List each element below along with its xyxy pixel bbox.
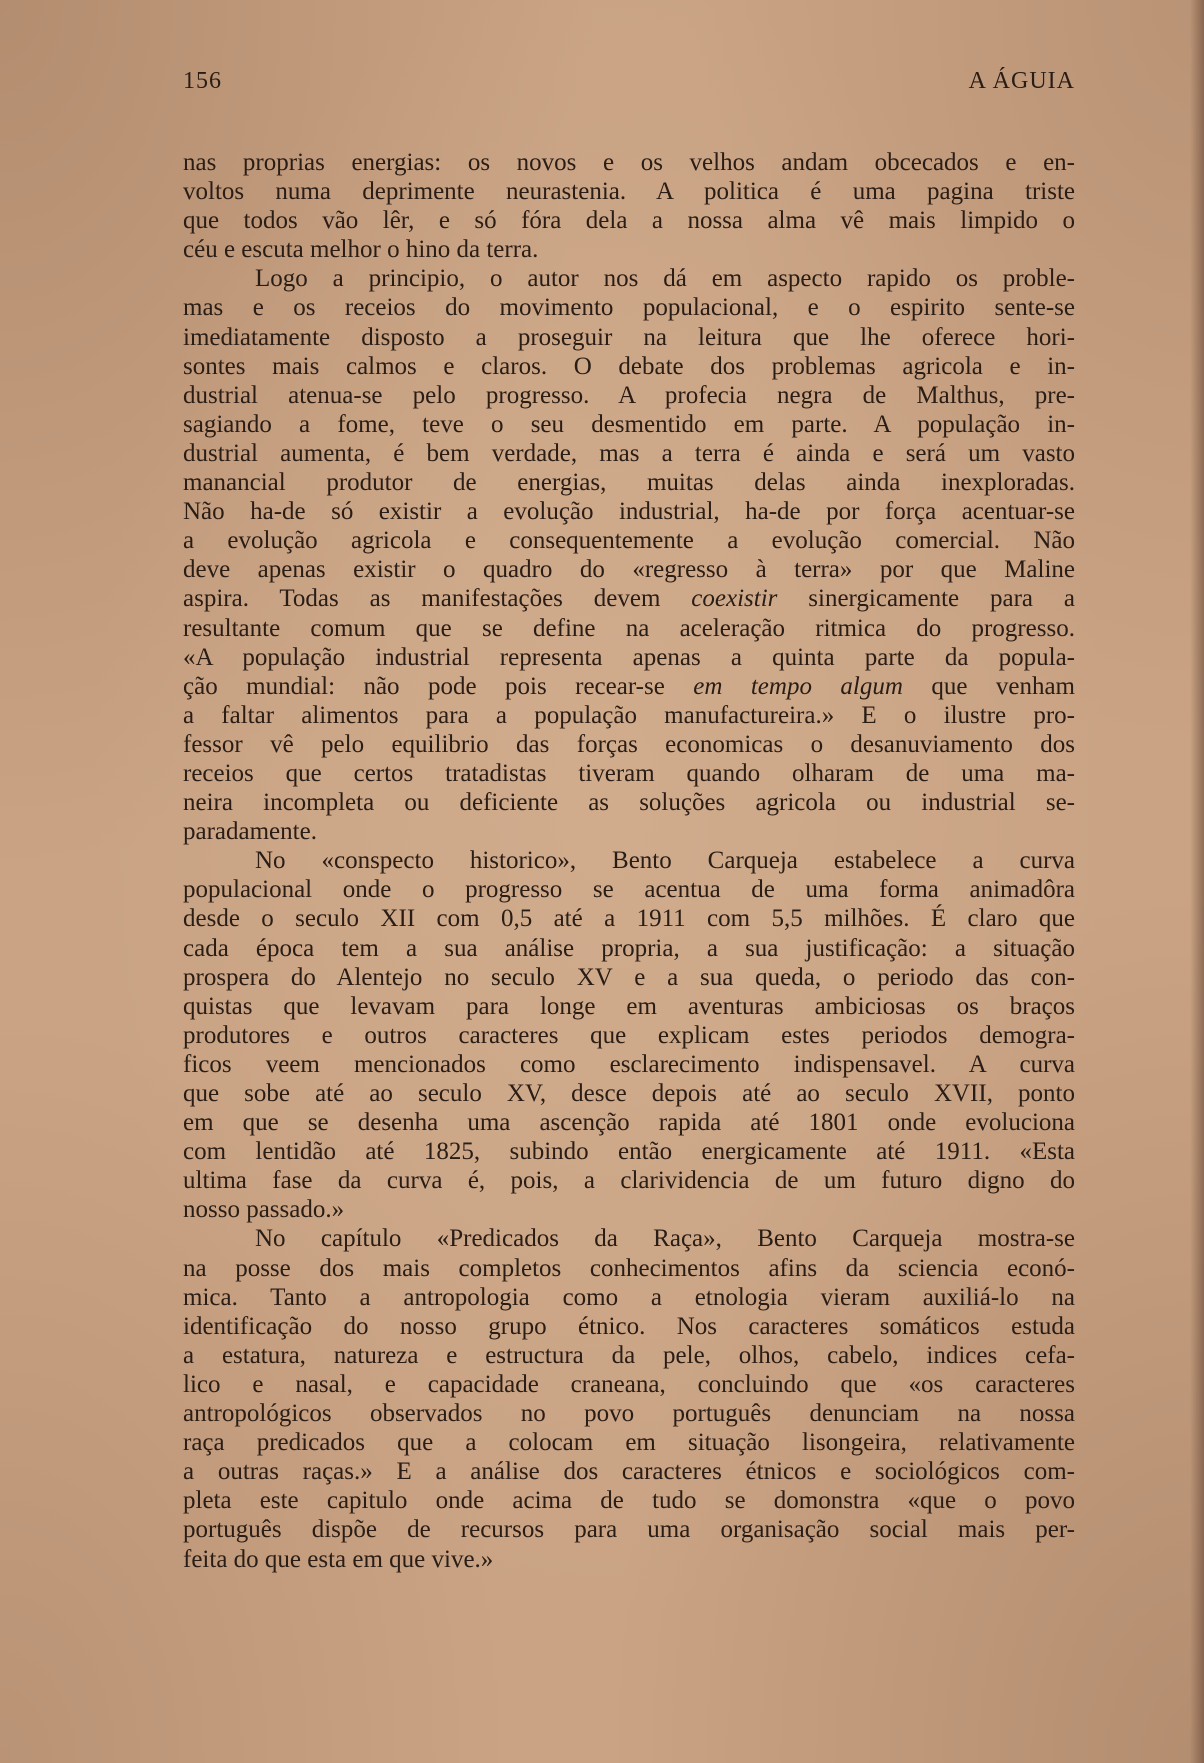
text-line: No «conspecto historico», Bento Carqueja estabelece a curva [255,847,1075,875]
text-line: imediatamente disposto a proseguir na leitura que lhe oferece hori- [183,323,1075,351]
text-line: resultante comum que se define na aceleração ritmica do progresso. [183,614,1075,642]
text-line: com lentidão até 1825, subindo então energicamente até 1911. «Esta [183,1138,1075,1166]
text-run: que venham [902,672,1075,700]
text-line: quistas que levavam para longe em aventuras ambiciosas os braços [183,992,1075,1020]
text-line: antropológicos observados no povo português denunciam na nossa [183,1400,1075,1428]
text-line: que sobe até ao seculo XV, desce depois até ao seculo XVII, ponto [183,1080,1075,1107]
text-line: neira incompleta ou deficiente as soluções agricola ou industrial se- [183,789,1075,817]
text-line: raça predicados que a colocam em situação lisongeira, relativamente [183,1429,1075,1457]
text-line: Não ha-de só existir a evolução industrial, ha-de por força acentuar-se [183,498,1075,526]
text-line: produtores e outros caracteres que explicam estes periodos demogra- [183,1021,1075,1049]
text-run: sinergicamente para a [777,585,1075,613]
text-line: dustrial aumenta, é bem verdade, mas a terra é ainda e será um vasto [183,439,1075,467]
text-line: deve apenas existir o quadro do «regresso à terra» por que Maline [183,556,1075,584]
text-line: na posse dos mais completos conhecimentos afins da sciencia econó- [183,1254,1075,1282]
text-line: dustrial atenua-se pelo progresso. A profecia negra de Malthus, pre- [183,381,1075,409]
text-line: manancial produtor de energias, muitas delas ainda inexploradas. [183,469,1075,497]
text-line: nosso passado.» [183,1196,345,1224]
text-line: pleta este capitulo onde acima de tudo se domonstra «que o povo [183,1487,1075,1515]
text-line: ultima fase da curva é, pois, a clarividencia de um futuro digno do [183,1167,1075,1195]
body-text [183,148,1075,1574]
text-line: fessor vê pelo equilibrio das forças economicas o desanuviamento dos [183,730,1075,758]
text-line: a outras raças.» E a análise dos caracteres étnicos e sociológicos com- [183,1458,1075,1486]
running-head [183,68,1075,102]
text-line: sontes mais calmos e claros. O debate dos problemas agricola e in- [183,352,1075,380]
text-line: céu e escuta melhor o hino da terra. [183,236,539,264]
journal-title: A ÁGUIA [968,68,1075,94]
text-line: voltos numa deprimente neurastenia. A politica é uma pagina triste [183,178,1075,206]
text-line [183,584,1075,613]
text-line: português dispõe de recursos para uma organisação social mais per- [183,1516,1075,1544]
italic-text-run: coexistir [691,585,778,613]
text-line [183,672,1075,701]
text-line: mica. Tanto a antropologia como a etnologia vieram auxiliá-lo na [183,1283,1075,1311]
page-number: 156 [183,68,222,94]
text-run: aspira. Todas as manifestações devem [183,585,692,613]
text-line: nas proprias energias: os novos e os velhos andam obcecados e en- [183,149,1075,176]
text-line: feita do que esta em que vive.» [183,1545,494,1573]
text-line: receios que certos tratadistas tiveram quando olharam de uma ma- [183,759,1075,787]
page-edge-shadow [1190,0,1204,1763]
text-line: a evolução agricola e consequentemente a evolução comercial. Não [183,527,1075,555]
text-line: «A população industrial representa apenas a quinta parte da popula- [183,643,1075,671]
text-line: que todos vão lêr, e só fóra dela a nossa alma vê mais limpido o [183,207,1075,235]
text-line: sagiando a fome, teve o seu desmentido em parte. A população in- [183,410,1075,438]
text-run: ção mundial: não pode pois recear-se [183,672,694,700]
text-line: populacional onde o progresso se acentua de uma forma animadôra [183,876,1075,904]
italic-text-run: em tempo algum [693,672,903,700]
text-line: ficos veem mencionados como esclarecimento indispensavel. A curva [183,1050,1075,1078]
text-line: identificação do nosso grupo étnico. Nos caracteres somáticos estuda [183,1312,1075,1340]
text-line: Logo a principio, o autor nos dá em aspecto rapido os proble- [255,265,1075,293]
text-line: a faltar alimentos para a população manufactureira.» E o ilustre pro- [183,701,1075,729]
text-line: lico e nasal, e capacidade craneana, concluindo que «os caracteres [183,1370,1075,1398]
text-line: cada época tem a sua análise propria, a sua justificação: a situação [183,934,1075,962]
text-line: paradamente. [183,818,317,846]
text-line: em que se desenha uma ascenção rapida até 1801 onde evoluciona [183,1109,1075,1137]
text-line: a estatura, natureza e estructura da pele, olhos, cabelo, indices cefa- [183,1341,1075,1369]
text-line: prospera do Alentejo no seculo XV e a sua queda, o periodo das con- [183,963,1075,991]
text-line: mas e os receios do movimento populacional, e o espirito sente-se [183,294,1075,322]
text-line: No capítulo «Predicados da Raça», Bento Carqueja mostra-se [255,1225,1075,1253]
text-line: desde o seculo XII com 0,5 até a 1911 com 5,5 milhões. É claro que [183,905,1075,933]
